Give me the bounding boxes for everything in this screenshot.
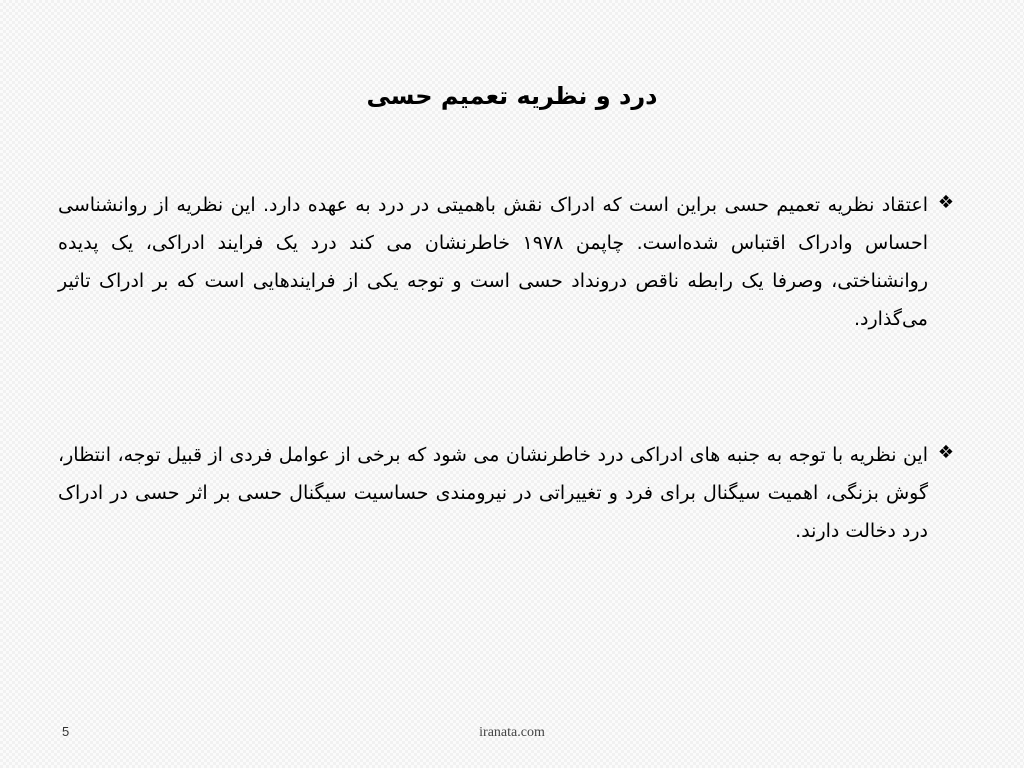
bullet-item (58, 436, 958, 550)
bullet-text: اعتقاد نظریه تعمیم حسی براین است که ادراک نقش باهمیتی در درد به عهده دارد. این نظریه از روانشناسی احساس وادراک اقتباس شده‌است. چاپمن ۱۹۷۸ خاطرنشان می کند درد یک فرایند ادراکی، یک پدیده روانشناختی، وصرفا یک رابطه ناقص درونداد حسی است و توجه یکی از فرایندهایی است که بر ادراک تاثیر می‌گذارد. (58, 194, 928, 330)
bullet-item (58, 186, 958, 338)
slide-title: درد و نظریه تعمیم حسی (366, 82, 658, 110)
diamond-bullet-icon: ❖ (937, 192, 955, 213)
diamond-bullet-icon: ❖ (937, 442, 955, 463)
footer-site-name: iranata.com (479, 725, 545, 740)
bullet-text: این نظریه با توجه به جنبه های ادراکی درد خاطرنشان می شود که برخی از عوامل فردی از قبیل توجه، انتظار، گوش بزنگی، اهمیت سیگنال برای فرد و تغییراتی در نیرومندی حساسیت سیگنال حسی بر اثر حسی در ادراک درد دخالت دارند. (58, 444, 928, 542)
page-number: 5 (62, 724, 70, 739)
